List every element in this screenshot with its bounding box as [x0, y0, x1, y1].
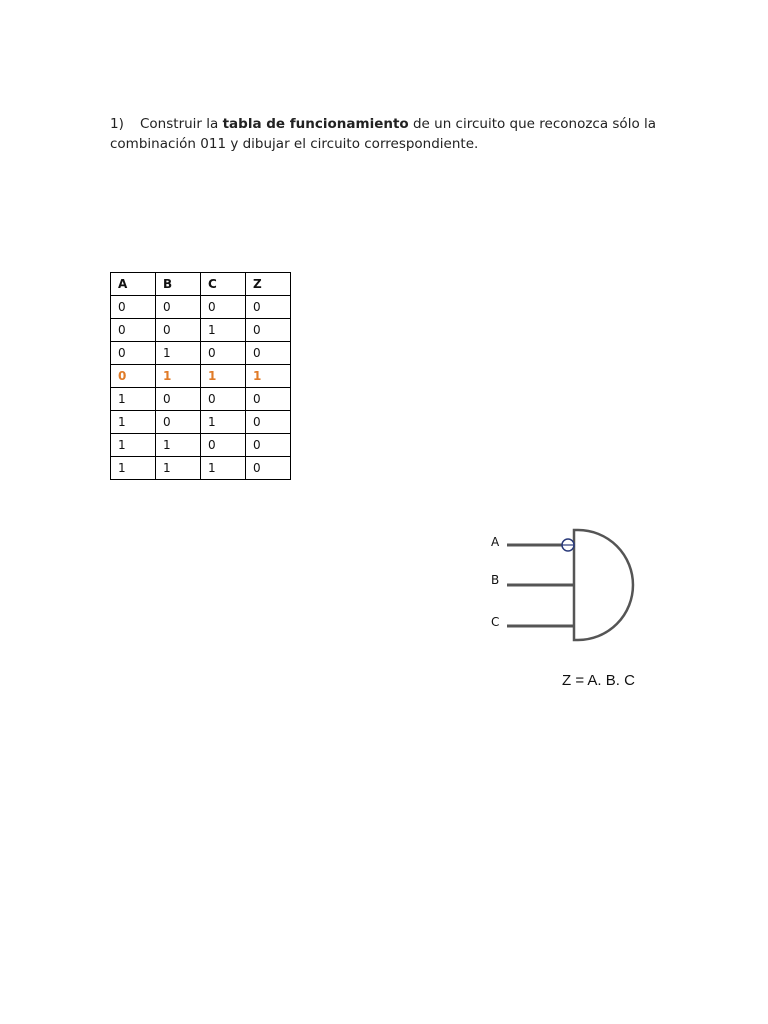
table-cell: 1 — [246, 365, 291, 388]
input-label-a: A — [491, 535, 500, 549]
table-cell: 0 — [156, 411, 201, 434]
table-cell: 0 — [111, 342, 156, 365]
table-header-row — [111, 273, 291, 296]
table-cell: 0 — [246, 296, 291, 319]
table-cell: 1 — [201, 411, 246, 434]
table-header-cell: B — [156, 273, 201, 296]
table-cell: 0 — [246, 434, 291, 457]
table-cell: 1 — [111, 411, 156, 434]
table-cell: 1 — [111, 457, 156, 480]
table-row — [111, 342, 291, 365]
table-cell: 1 — [156, 434, 201, 457]
table-cell: 0 — [111, 319, 156, 342]
table-row — [111, 434, 291, 457]
table-cell: 0 — [201, 296, 246, 319]
table-cell: 0 — [156, 319, 201, 342]
table-cell: 0 — [111, 296, 156, 319]
table-cell: 1 — [201, 319, 246, 342]
table-cell: 0 — [246, 319, 291, 342]
question-text-bold: tabla de funcionamiento — [222, 116, 409, 132]
table-row — [111, 457, 291, 480]
table-header-cell: A — [111, 273, 156, 296]
table-header-cell: C — [201, 273, 246, 296]
table-row-highlighted — [111, 365, 291, 388]
and-gate-diagram — [480, 520, 650, 650]
question-text-before: Construir la — [140, 116, 223, 132]
input-label-c: C — [491, 615, 500, 629]
table-cell: 0 — [201, 388, 246, 411]
table-cell: 1 — [201, 365, 246, 388]
table-cell: 0 — [201, 434, 246, 457]
question-number: 1) — [110, 116, 124, 132]
table-row — [111, 296, 291, 319]
table-row — [111, 319, 291, 342]
truth-table — [110, 272, 291, 480]
input-label-b: B — [491, 573, 500, 587]
table-header-cell: Z — [246, 273, 291, 296]
table-cell: 1 — [111, 388, 156, 411]
table-cell: 1 — [156, 342, 201, 365]
boolean-formula: Z = A. B. C — [562, 672, 635, 689]
table-cell: 0 — [246, 457, 291, 480]
table-cell: 1 — [111, 434, 156, 457]
table-cell: 0 — [246, 342, 291, 365]
table-cell: 0 — [156, 296, 201, 319]
table-cell: 1 — [156, 457, 201, 480]
table-cell: 0 — [156, 388, 201, 411]
and-gate-body — [574, 530, 633, 640]
table-cell: 0 — [111, 365, 156, 388]
table-cell: 0 — [201, 342, 246, 365]
table-row — [111, 388, 291, 411]
table-cell: 1 — [201, 457, 246, 480]
question-text-after: de un circuito que reconozca sólo la combinación 011 y dibujar el circuito correspondiente. — [110, 116, 657, 152]
table-cell: 1 — [156, 365, 201, 388]
table-row — [111, 411, 291, 434]
table-cell: 0 — [246, 388, 291, 411]
table-cell: 0 — [246, 411, 291, 434]
question-text — [110, 114, 670, 154]
